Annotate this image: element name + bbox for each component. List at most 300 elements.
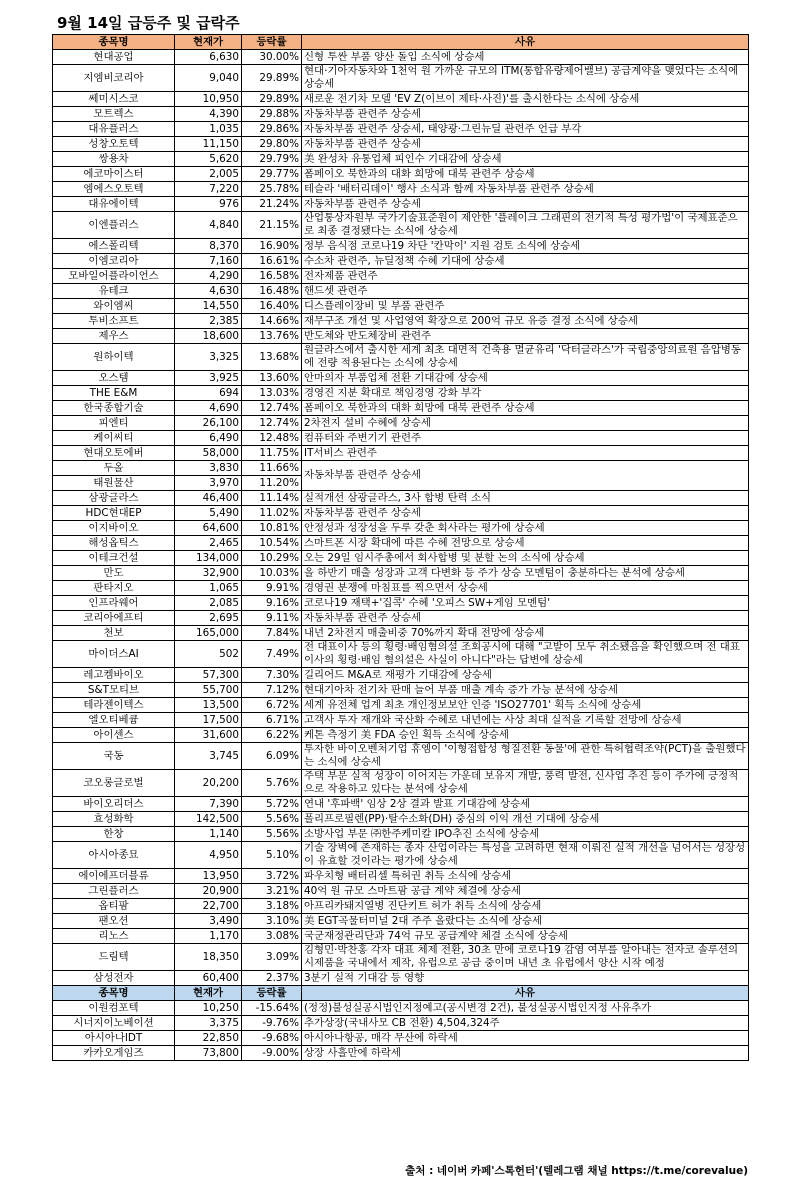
table-row xyxy=(53,269,749,284)
table-row xyxy=(53,65,749,92)
table-row xyxy=(53,506,749,521)
table-row xyxy=(53,386,749,401)
stock-price: 18,350 xyxy=(175,944,242,971)
stock-price: 2,005 xyxy=(175,167,242,182)
stock-name: 쎄미시스코 xyxy=(53,92,175,107)
stock-price: 6,630 xyxy=(175,50,242,65)
stock-price: 3,375 xyxy=(175,1016,242,1031)
stock-price: 5,490 xyxy=(175,506,242,521)
table-row xyxy=(53,899,749,914)
stock-name: 팬오션 xyxy=(53,914,175,929)
stock-price: 58,000 xyxy=(175,446,242,461)
stock-rate: -9.68% xyxy=(242,1031,302,1046)
stock-rate: 16.90% xyxy=(242,239,302,254)
stock-table xyxy=(52,34,749,1061)
stock-price: 26,100 xyxy=(175,416,242,431)
table-row xyxy=(53,521,749,536)
stock-rate: 14.66% xyxy=(242,314,302,329)
stock-reason: 안마의자 부품업체 전환 기대감에 상승세 xyxy=(302,371,749,386)
stock-name: 천보 xyxy=(53,626,175,641)
stock-price: 502 xyxy=(175,641,242,668)
table-row xyxy=(53,566,749,581)
table-row xyxy=(53,284,749,299)
stock-price: 3,325 xyxy=(175,344,242,371)
stock-rate: 10.54% xyxy=(242,536,302,551)
stock-name: THE E&M xyxy=(53,386,175,401)
stock-name: 에스폴리텍 xyxy=(53,239,175,254)
stock-price: 3,970 xyxy=(175,476,242,491)
stock-reason: (정정)불성실공시법인지정예고(공시변경 2건), 불성실공시법인지정 사유추가 xyxy=(302,1001,749,1016)
stock-name: 에이에프더블류 xyxy=(53,869,175,884)
stock-reason: 반도체와 반도체장비 관련주 xyxy=(302,329,749,344)
stock-price: 22,700 xyxy=(175,899,242,914)
table-row xyxy=(53,197,749,212)
stock-rate: 16.58% xyxy=(242,269,302,284)
table-row xyxy=(53,596,749,611)
stock-rate: 16.40% xyxy=(242,299,302,314)
stock-name: 아시아종묘 xyxy=(53,842,175,869)
stock-rate: 9.11% xyxy=(242,611,302,626)
stock-reason: 아시아나항공, 매각 무산에 하락세 xyxy=(302,1031,749,1046)
stock-name: 효성화학 xyxy=(53,812,175,827)
table-row xyxy=(53,929,749,944)
stock-price: 73,800 xyxy=(175,1046,242,1061)
stock-price: 2,085 xyxy=(175,596,242,611)
stock-reason: 기술 장벽에 존재하는 종자 산업이라는 특성을 고려하면 현재 이뤄진 실적 개선을 넘어서는 성장성이 유효할 것이라는 평가에 상승세 xyxy=(302,842,749,869)
stock-rate: 5.76% xyxy=(242,770,302,797)
stock-name: 투비소프트 xyxy=(53,314,175,329)
stock-price: 4,290 xyxy=(175,269,242,284)
stock-name: 판타지오 xyxy=(53,581,175,596)
stock-name: 지엠비코리아 xyxy=(53,65,175,92)
stock-price: 5,620 xyxy=(175,152,242,167)
stock-price: 4,630 xyxy=(175,284,242,299)
stock-name: 원하이텍 xyxy=(53,344,175,371)
stock-price: 20,200 xyxy=(175,770,242,797)
stock-rate: 25.78% xyxy=(242,182,302,197)
stock-rate: -9.76% xyxy=(242,1016,302,1031)
stock-reason: 오는 29일 임시주총에서 회사합병 및 분할 논의 소식에 상승세 xyxy=(302,551,749,566)
table-row xyxy=(53,536,749,551)
stock-price: 3,745 xyxy=(175,743,242,770)
stock-price: 60,400 xyxy=(175,971,242,986)
table-row xyxy=(53,1001,749,1016)
table-row xyxy=(53,743,749,770)
table-row xyxy=(53,416,749,431)
stock-reason: 자동차부품 관련주 상승세, 태양광·그린뉴딜 관련주 언급 부각 xyxy=(302,122,749,137)
stock-price: 1,170 xyxy=(175,929,242,944)
stock-name: 와이엠씨 xyxy=(53,299,175,314)
stock-rate: 7.84% xyxy=(242,626,302,641)
stock-rate: 3.08% xyxy=(242,929,302,944)
stock-rate: 3.21% xyxy=(242,884,302,899)
stock-name: 모바일어플라이언스 xyxy=(53,269,175,284)
table-row xyxy=(53,1031,749,1046)
stock-price: 13,500 xyxy=(175,698,242,713)
stock-price: 8,370 xyxy=(175,239,242,254)
table-row xyxy=(53,122,749,137)
stock-name: 유테크 xyxy=(53,284,175,299)
stock-price: 55,700 xyxy=(175,683,242,698)
stock-reason: 자동차부품 관련주 상승세 xyxy=(302,461,749,491)
stock-rate: -15.64% xyxy=(242,1001,302,1016)
stock-name: 엠에스오토텍 xyxy=(53,182,175,197)
stock-price: 22,850 xyxy=(175,1031,242,1046)
stock-name: 태원물산 xyxy=(53,476,175,491)
stock-rate: 5.10% xyxy=(242,842,302,869)
stock-reason: 경영권 분쟁에 마침표를 찍으면서 상승세 xyxy=(302,581,749,596)
losers-header-row xyxy=(53,986,749,1001)
stock-rate: 10.03% xyxy=(242,566,302,581)
stock-reason: 현대기아차 전기차 판매 늘어 부품 매출 계속 증가 가능 분석에 상승세 xyxy=(302,683,749,698)
stock-rate: 3.09% xyxy=(242,944,302,971)
stock-reason: 전자제품 관련주 xyxy=(302,269,749,284)
stock-reason: 투자한 바이오벤처기업 휴엠이 '이형접합성 형질전환 동물'에 관한 특허협력조약(PCT)을 출원했다는 소식에 상승세 xyxy=(302,743,749,770)
stock-price: 2,695 xyxy=(175,611,242,626)
table-row xyxy=(53,212,749,239)
table-row xyxy=(53,812,749,827)
stock-price: 134,000 xyxy=(175,551,242,566)
stock-reason: 디스플레이장비 및 부품 관련주 xyxy=(302,299,749,314)
stock-price: 10,250 xyxy=(175,1001,242,1016)
stock-reason: 파우치형 배터리셀 특허권 취득 소식에 상승세 xyxy=(302,869,749,884)
stock-rate: 21.15% xyxy=(242,212,302,239)
stock-reason: 산업통상자원부 국가기술표준원이 제안한 '플레이크 그래핀의 전기적 특성 평가법'이 국제표준으로 최종 결정됐다는 소식에 상승세 xyxy=(302,212,749,239)
stock-name: 테라젠이텍스 xyxy=(53,698,175,713)
table-row xyxy=(53,611,749,626)
stock-name: 이원컴포텍 xyxy=(53,1001,175,1016)
stock-price: 1,035 xyxy=(175,122,242,137)
stock-name: 국동 xyxy=(53,743,175,770)
stock-reason: 컴퓨터와 주변기기 관련주 xyxy=(302,431,749,446)
stock-name: 모트렉스 xyxy=(53,107,175,122)
stock-reason: 연내 '후파백' 임상 2상 결과 발표 기대감에 상승세 xyxy=(302,797,749,812)
stock-rate: 13.60% xyxy=(242,371,302,386)
stock-reason: 세계 유전체 업계 최초 개인정보보안 인증 'ISO27701' 획득 소식에 상승세 xyxy=(302,698,749,713)
stock-rate: 3.72% xyxy=(242,869,302,884)
stock-rate: 11.66% xyxy=(242,461,302,476)
table-row xyxy=(53,239,749,254)
stock-reason: 길리어드 M&A로 재평가 기대감에 상승세 xyxy=(302,668,749,683)
stock-name: 그린플러스 xyxy=(53,884,175,899)
stock-name: 삼광글라스 xyxy=(53,491,175,506)
stock-rate: 3.18% xyxy=(242,899,302,914)
table-row xyxy=(53,914,749,929)
stock-reason: 자동차부품 관련주 상승세 xyxy=(302,137,749,152)
stock-name: 피엔티 xyxy=(53,416,175,431)
stock-rate: 29.79% xyxy=(242,152,302,167)
table-row xyxy=(53,728,749,743)
table-row xyxy=(53,713,749,728)
stock-name: 대유에이텍 xyxy=(53,197,175,212)
stock-price: 57,300 xyxy=(175,668,242,683)
table-row xyxy=(53,446,749,461)
stock-name: 한국종합기술 xyxy=(53,401,175,416)
table-row xyxy=(53,1016,749,1031)
stock-reason: 상장 사흘만에 하락세 xyxy=(302,1046,749,1061)
table-body xyxy=(53,50,749,1061)
stock-name: 현대공업 xyxy=(53,50,175,65)
table-row xyxy=(53,668,749,683)
header-rate: 등락률 xyxy=(242,35,302,50)
stock-rate: 11.75% xyxy=(242,446,302,461)
table-row xyxy=(53,167,749,182)
stock-reason: 코로나19 재택+'집콕' 수혜 '오피스 SW+게임 모멘텀' xyxy=(302,596,749,611)
stock-rate: 29.86% xyxy=(242,122,302,137)
stock-rate: 29.89% xyxy=(242,65,302,92)
stock-rate: 12.74% xyxy=(242,416,302,431)
stock-name: 케이씨티 xyxy=(53,431,175,446)
gainers-header-row xyxy=(53,35,749,50)
stock-price: 17,500 xyxy=(175,713,242,728)
stock-name: 리노스 xyxy=(53,929,175,944)
header-reason: 사유 xyxy=(302,986,749,1001)
header-price: 현재가 xyxy=(175,35,242,50)
table-row xyxy=(53,551,749,566)
stock-rate: 6.09% xyxy=(242,743,302,770)
stock-reason: 고객사 투자 재개와 국산화 수혜로 내년에는 사상 최대 실적을 기록할 전망에 상승세 xyxy=(302,713,749,728)
stock-reason: 테슬라 '배터리데이' 행사 소식과 함께 자동차부품 관련주 상승세 xyxy=(302,182,749,197)
stock-price: 32,900 xyxy=(175,566,242,581)
header-name: 종목명 xyxy=(53,986,175,1001)
stock-reason: 올 하반기 매출 성장과 고객 다변화 등 주가 상승 모멘텀이 충분하다는 분석에 상승세 xyxy=(302,566,749,581)
page-title: 9월 14일 급등주 및 급락주 xyxy=(57,14,240,32)
stock-reason: 전 대표이사 등의 횡령·배임혐의설 조회공시에 대해 "고발이 모두 취소됐음을 확인했으며 전 대표이사의 횡령·배임 혐의설은 사실이 아니다"라는 답변에 상승세 xyxy=(302,641,749,668)
stock-rate: 21.24% xyxy=(242,197,302,212)
stock-reason: 3분기 실적 기대감 등 영향 xyxy=(302,971,749,986)
stock-reason: 재무구조 개선 및 사업영역 확장으로 200억 규모 유증 결정 소식에 상승세 xyxy=(302,314,749,329)
stock-name: 이지바이오 xyxy=(53,521,175,536)
stock-name: 제우스 xyxy=(53,329,175,344)
table-row xyxy=(53,944,749,971)
stock-name: 시너지이노베이션 xyxy=(53,1016,175,1031)
stock-reason: 안정성과 성장성을 두루 갖춘 회사라는 평가에 상승세 xyxy=(302,521,749,536)
stock-reason: 자동차부품 관련주 상승세 xyxy=(302,197,749,212)
stock-reason: 경영진 지분 확대로 책임경영 강화 부각 xyxy=(302,386,749,401)
stock-reason: 자동차부품 관련주 상승세 xyxy=(302,506,749,521)
stock-price: 20,900 xyxy=(175,884,242,899)
stock-name: 삼성전자 xyxy=(53,971,175,986)
stock-price: 3,490 xyxy=(175,914,242,929)
table-row xyxy=(53,641,749,668)
stock-price: 7,390 xyxy=(175,797,242,812)
stock-rate: 16.61% xyxy=(242,254,302,269)
table-row xyxy=(53,107,749,122)
stock-price: 165,000 xyxy=(175,626,242,641)
source-note: 출처 : 네이버 카페'스톡헌터'(텔레그램 채널 https://t.me/corevalue) xyxy=(405,1165,748,1177)
table-row xyxy=(53,401,749,416)
stock-rate: -9.00% xyxy=(242,1046,302,1061)
table-row xyxy=(53,254,749,269)
table-row xyxy=(53,431,749,446)
table-row xyxy=(53,971,749,986)
stock-rate: 12.74% xyxy=(242,401,302,416)
stock-price: 18,600 xyxy=(175,329,242,344)
stock-rate: 11.20% xyxy=(242,476,302,491)
stock-reason: 내년 2차전지 매출비중 70%까지 확대 전망에 상승세 xyxy=(302,626,749,641)
stock-price: 4,950 xyxy=(175,842,242,869)
stock-reason: IT서비스 관련주 xyxy=(302,446,749,461)
stock-name: 드림텍 xyxy=(53,944,175,971)
stock-rate: 29.77% xyxy=(242,167,302,182)
stock-name: 아시아나IDT xyxy=(53,1031,175,1046)
stock-reason: 정부 음식점 코로나19 차단 '칸막이' 지원 검토 소식에 상승세 xyxy=(302,239,749,254)
stock-reason: 신형 투싼 부품 양산 돌입 소식에 상승세 xyxy=(302,50,749,65)
stock-rate: 7.49% xyxy=(242,641,302,668)
stock-reason: 소방사업 부문 ㈜한주케미칼 IPO추진 소식에 상승세 xyxy=(302,827,749,842)
stock-price: 7,160 xyxy=(175,254,242,269)
stock-price: 3,925 xyxy=(175,371,242,386)
table-row xyxy=(53,842,749,869)
stock-price: 64,600 xyxy=(175,521,242,536)
table-row xyxy=(53,869,749,884)
stock-reason: 폼페이오 북한과의 대화 희망에 대북 관련주 상승세 xyxy=(302,401,749,416)
stock-reason: 김형민·박찬홍 각자 대표 체제 전환, 30초 만에 코로나19 감염 여부를 알아내는 전자코 솔루션의 시제품을 국내에서 제작, 유럽으로 공급 중이며 내년 초 유럽에서 양산 시작 예정 xyxy=(302,944,749,971)
stock-reason: 美 EGT곡물터미널 2대 주주 올랐다는 소식에 상승세 xyxy=(302,914,749,929)
stock-reason: 케톤 측정기 美 FDA 승인 획득 소식에 상승세 xyxy=(302,728,749,743)
table-row xyxy=(53,329,749,344)
stock-rate: 13.68% xyxy=(242,344,302,371)
stock-name: 코리아에프티 xyxy=(53,611,175,626)
stock-price: 6,490 xyxy=(175,431,242,446)
stock-name: 마이더스AI xyxy=(53,641,175,668)
table-row xyxy=(53,581,749,596)
stock-name: 카카오게임즈 xyxy=(53,1046,175,1061)
stock-name: 옵티팜 xyxy=(53,899,175,914)
stock-rate: 13.03% xyxy=(242,386,302,401)
stock-name: 만도 xyxy=(53,566,175,581)
stock-rate: 11.14% xyxy=(242,491,302,506)
table-row xyxy=(53,698,749,713)
stock-name: 인프라웨어 xyxy=(53,596,175,611)
stock-reason: 실적개선 삼광글라스, 3사 합병 탄력 소식 xyxy=(302,491,749,506)
stock-price: 4,690 xyxy=(175,401,242,416)
stock-name: 오스템 xyxy=(53,371,175,386)
stock-reason: 폴리프로필렌(PP)·탈수소화(DH) 중심의 이익 개선 기대에 상승세 xyxy=(302,812,749,827)
header-name: 종목명 xyxy=(53,35,175,50)
stock-name: 쌍용차 xyxy=(53,152,175,167)
stock-rate: 13.76% xyxy=(242,329,302,344)
stock-name: HDC현대EP xyxy=(53,506,175,521)
stock-name: 코오롱글로벌 xyxy=(53,770,175,797)
table-row xyxy=(53,797,749,812)
stock-name: 이테크건설 xyxy=(53,551,175,566)
stock-reason: 스마트폰 시장 확대에 따른 수혜 전망으로 상승세 xyxy=(302,536,749,551)
table-row xyxy=(53,92,749,107)
stock-name: 현대오토에버 xyxy=(53,446,175,461)
stock-reason: 자동차부품 관련주 상승세 xyxy=(302,611,749,626)
table-row xyxy=(53,626,749,641)
stock-name: 성창오토텍 xyxy=(53,137,175,152)
stock-name: 대유플러스 xyxy=(53,122,175,137)
stock-price: 11,150 xyxy=(175,137,242,152)
header-rate: 등락률 xyxy=(242,986,302,1001)
stock-reason: 아프리카돼지열병 진단키트 허가 취득 소식에 상승세 xyxy=(302,899,749,914)
stock-rate: 2.37% xyxy=(242,971,302,986)
table-row xyxy=(53,827,749,842)
table-row xyxy=(53,50,749,65)
stock-rate: 6.71% xyxy=(242,713,302,728)
stock-rate: 6.22% xyxy=(242,728,302,743)
stock-reason: 새로운 전기차 모델 'EV Z(이브이 제타·사진)'를 출시한다는 소식에 상승세 xyxy=(302,92,749,107)
stock-rate: 5.56% xyxy=(242,812,302,827)
stock-price: 3,830 xyxy=(175,461,242,476)
stock-reason: 폼페이오 북한과의 대화 희망에 대북 관련주 상승세 xyxy=(302,167,749,182)
stock-name: 레고켐바이오 xyxy=(53,668,175,683)
stock-reason: 국군재정관리단과 74억 규모 공급계약 체결 소식에 상승세 xyxy=(302,929,749,944)
stock-rate: 29.80% xyxy=(242,137,302,152)
stock-name: 엘오티베큠 xyxy=(53,713,175,728)
stock-reason: 추가상장(국내사모 CB 전환) 4,504,324주 xyxy=(302,1016,749,1031)
stock-price: 10,950 xyxy=(175,92,242,107)
stock-price: 31,600 xyxy=(175,728,242,743)
table-row xyxy=(53,884,749,899)
stock-rate: 3.10% xyxy=(242,914,302,929)
stock-rate: 12.48% xyxy=(242,431,302,446)
table-row xyxy=(53,491,749,506)
table-row xyxy=(53,770,749,797)
stock-reason: 美 완성차 유통업체 피인수 기대감에 상승세 xyxy=(302,152,749,167)
stock-price: 694 xyxy=(175,386,242,401)
stock-rate: 9.16% xyxy=(242,596,302,611)
table-row xyxy=(53,371,749,386)
table-row xyxy=(53,152,749,167)
stock-reason: 현대·기아자동차와 1천억 원 가까운 규모의 ITM(통합유량제어밸브) 공급계약을 맺었다는 소식에 상승세 xyxy=(302,65,749,92)
stock-rate: 5.72% xyxy=(242,797,302,812)
stock-name: 에코마이스터 xyxy=(53,167,175,182)
stock-name: S&T모티브 xyxy=(53,683,175,698)
stock-price: 1,065 xyxy=(175,581,242,596)
stock-name: 아이센스 xyxy=(53,728,175,743)
stock-price: 2,385 xyxy=(175,314,242,329)
stock-price: 7,220 xyxy=(175,182,242,197)
table-row xyxy=(53,344,749,371)
stock-name: 이엔플러스 xyxy=(53,212,175,239)
stock-name: 두올 xyxy=(53,461,175,476)
stock-rate: 9.91% xyxy=(242,581,302,596)
stock-price: 4,390 xyxy=(175,107,242,122)
stock-rate: 5.56% xyxy=(242,827,302,842)
stock-name: 이엠코리아 xyxy=(53,254,175,269)
stock-rate: 7.30% xyxy=(242,668,302,683)
stock-rate: 30.00% xyxy=(242,50,302,65)
stock-name: 한창 xyxy=(53,827,175,842)
table-row xyxy=(53,1046,749,1061)
stock-price: 2,465 xyxy=(175,536,242,551)
stock-reason: 수소차 관련주, 뉴딜정책 수혜 기대에 상승세 xyxy=(302,254,749,269)
stock-rate: 7.12% xyxy=(242,683,302,698)
stock-reason: 원글라스에서 출시한 세계 최초 대면적 건축용 멸균유리 '닥터글라스'가 국립중앙의료원 음압병동에 전량 적용된다는 소식에 상승세 xyxy=(302,344,749,371)
table-row xyxy=(53,299,749,314)
stock-price: 14,550 xyxy=(175,299,242,314)
header-reason: 사유 xyxy=(302,35,749,50)
stock-price: 46,400 xyxy=(175,491,242,506)
stock-name: 해성옵틱스 xyxy=(53,536,175,551)
header-price: 현재가 xyxy=(175,986,242,1001)
stock-rate: 11.02% xyxy=(242,506,302,521)
stock-price: 13,950 xyxy=(175,869,242,884)
stock-rate: 10.81% xyxy=(242,521,302,536)
stock-price: 4,840 xyxy=(175,212,242,239)
stock-price: 9,040 xyxy=(175,65,242,92)
stock-rate: 6.72% xyxy=(242,698,302,713)
table-row xyxy=(53,683,749,698)
stock-reason: 자동차부품 관련주 상승세 xyxy=(302,107,749,122)
table-row xyxy=(53,137,749,152)
stock-reason: 40억 원 규모 스마트팜 공급 계약 체결에 상승세 xyxy=(302,884,749,899)
stock-reason: 핸드셋 관련주 xyxy=(302,284,749,299)
stock-rate: 16.48% xyxy=(242,284,302,299)
